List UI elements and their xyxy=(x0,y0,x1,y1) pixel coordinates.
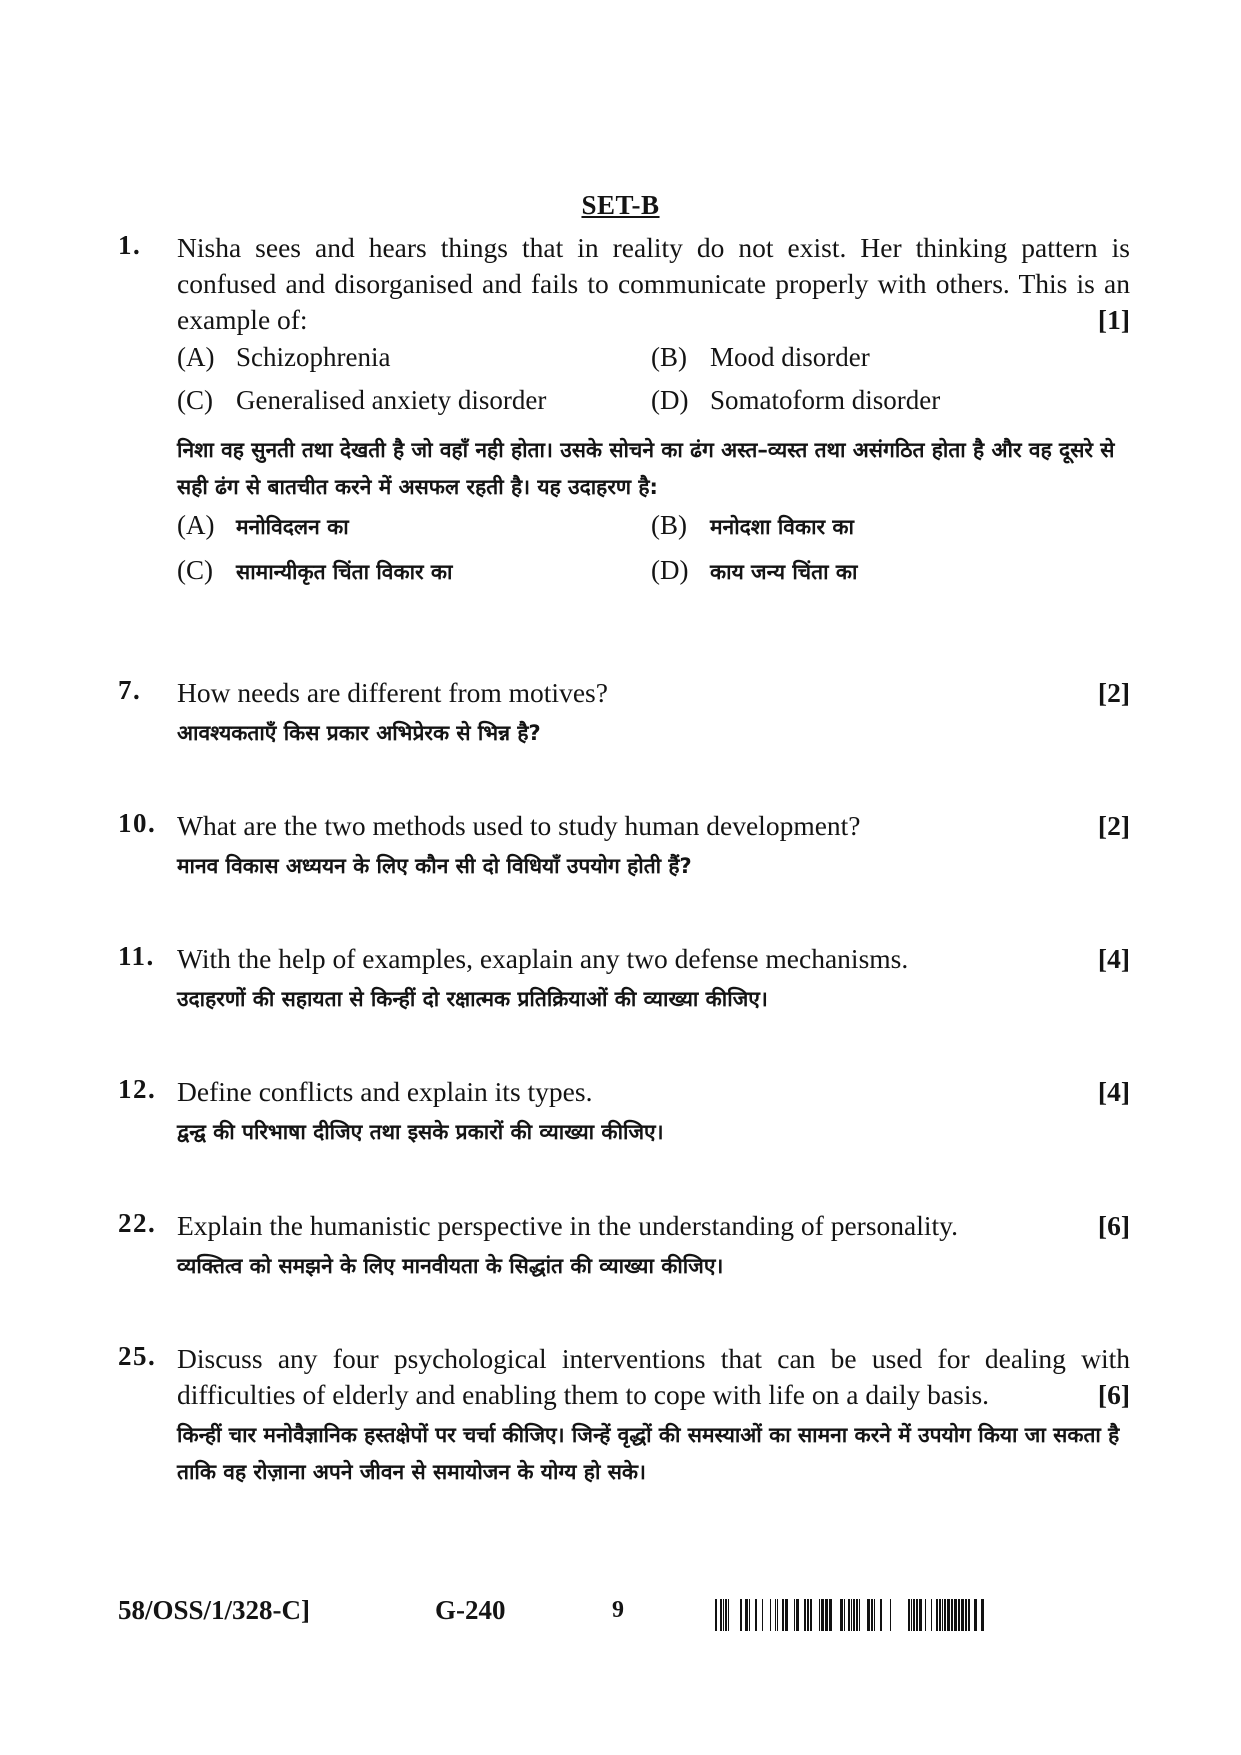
options-hi xyxy=(177,510,1130,600)
marks: [4] xyxy=(1097,1076,1130,1107)
question-text-en: With the help of examples, exaplain any two defense mechanisms. [4] xyxy=(177,941,1130,977)
marks: [6] xyxy=(1097,1379,1130,1410)
question-text-en: Discuss any four psychological interventions that can be used for dealing with difficulties of elderly and enabling them to cope with life on a daily basis. [6] xyxy=(177,1341,1130,1413)
marks: [6] xyxy=(1097,1210,1130,1241)
question-number: 10. xyxy=(118,808,157,838)
question-text-en: Nisha sees and hears things that in reality do not exist. Her thinking pattern is confused and disorganised and fails to communicate properly with others. This is an example of: [1] xyxy=(177,230,1130,338)
question-text-en: Define conflicts and explain its types. [4] xyxy=(177,1074,1130,1110)
marks: [1] xyxy=(1097,304,1130,335)
question-text-hi: आवश्यकताएँ किस प्रकार अभिप्रेरक से भिन्न है? xyxy=(177,721,541,745)
question-text-en: Explain the humanistic perspective in the understanding of personality. [6] xyxy=(177,1208,1130,1244)
option-b-hi: (B) मनोदशा विकार का xyxy=(651,510,854,540)
option-c-hi: (C) सामान्यीकृत चिंता विकार का xyxy=(177,555,453,585)
question-number: 25. xyxy=(118,1341,157,1371)
page-footer xyxy=(118,1595,1130,1635)
option-b: (B) Mood disorder xyxy=(651,342,870,372)
option-c: (C) Generalised anxiety disorder xyxy=(177,385,547,415)
question-number: 11. xyxy=(118,941,155,971)
option-a: (A) Schizophrenia xyxy=(177,342,391,372)
question-number: 12. xyxy=(118,1074,157,1104)
question-number: 22. xyxy=(118,1208,157,1238)
barcode-icon xyxy=(715,1599,985,1631)
question-number: 1. xyxy=(118,230,142,260)
question-22 xyxy=(118,1208,1130,1285)
marks: [2] xyxy=(1097,810,1130,841)
set-title: SET-B xyxy=(581,190,660,220)
question-text-hi: द्वन्द्व की परिभाषा दीजिए तथा इसके प्रकारों की व्याख्या कीजिए। xyxy=(177,1120,664,1144)
question-text-hi: उदाहरणों की सहायता से किन्हीं दो रक्षात्मक प्रतिक्रियाओं की व्याख्या कीजिए। xyxy=(177,987,768,1011)
question-12 xyxy=(118,1074,1130,1151)
marks: [4] xyxy=(1097,943,1130,974)
question-10 xyxy=(118,808,1130,885)
question-7 xyxy=(118,675,1130,752)
question-text-hi: निशा वह सुनती तथा देखती है जो वहाँ नही होता। उसके सोचने का ढंग अस्त–व्यस्त तथा असंगठित होता है और वह दूसरे से सही ढंग से बातचीत करने में असफल रहती है। यह उदाहरण है: xyxy=(177,438,1115,499)
question-text-hi: मानव विकास अध्ययन के लिए कौन सी दो विधियाँ उपयोग होती हैं? xyxy=(177,854,692,878)
question-text-en: How needs are different from motives? [2] xyxy=(177,675,1130,711)
series-code: G-240 xyxy=(435,1595,506,1625)
question-25 xyxy=(118,1341,1130,1491)
options-en xyxy=(177,342,1130,428)
marks: [2] xyxy=(1097,677,1130,708)
option-a-hi: (A) मनोविदलन का xyxy=(177,510,349,540)
option-d-hi: (D) काय जन्य चिंता का xyxy=(651,555,858,585)
question-text-en: What are the two methods used to study human development? [2] xyxy=(177,808,1130,844)
question-11 xyxy=(118,941,1130,1018)
paper-code: 58/OSS/1/328-C] xyxy=(118,1595,311,1625)
question-1 xyxy=(118,230,1130,600)
question-text-hi: किन्हीं चार मनोवैज्ञानिक हस्तक्षेपों पर चर्चा कीजिए। जिन्हें वृद्धों की समस्याओं का सामना करने में उपयोग किया जा सकता है ताकि वह रोज़ाना अपने जीवन से समायोजन के योग्य हो सके। xyxy=(177,1423,1120,1484)
page-number: 9 xyxy=(612,1597,624,1623)
question-number: 7. xyxy=(118,675,142,705)
question-text-hi: व्यक्तित्व को समझने के लिए मानवीयता के सिद्धांत की व्याख्या कीजिए। xyxy=(177,1254,724,1278)
option-d: (D) Somatoform disorder xyxy=(651,385,941,415)
